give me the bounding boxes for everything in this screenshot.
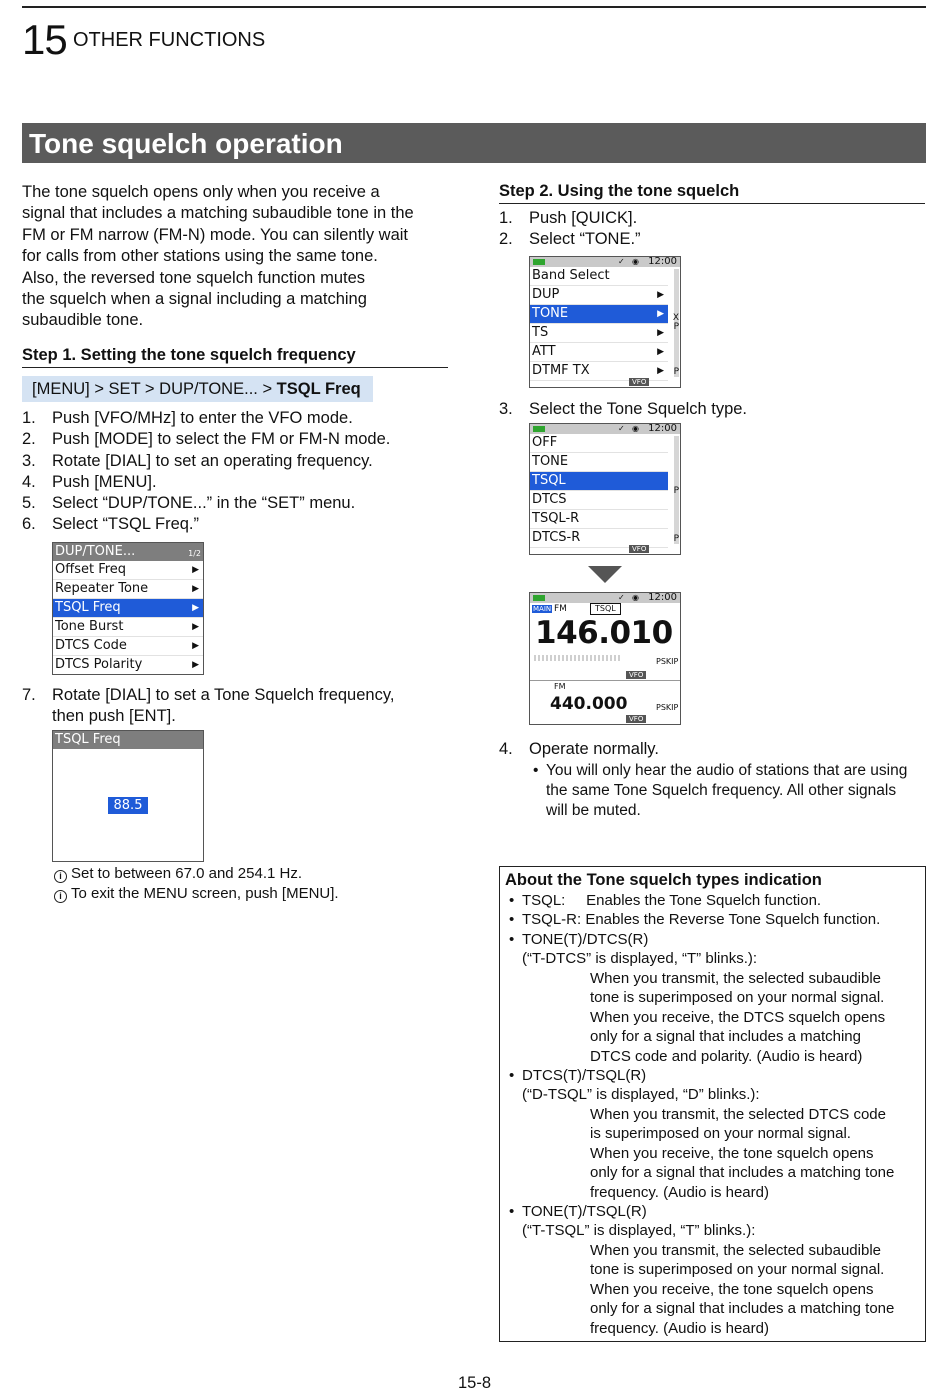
menu-item <box>530 267 668 286</box>
about-line <box>500 1202 925 1221</box>
chevron-right-icon: ▶ <box>192 660 199 670</box>
note-text: Set to between 67.0 and 254.1 Hz. <box>71 865 302 882</box>
item-text: Rotate [DIAL] to set an operating frequency. <box>52 451 373 470</box>
bullet-line: will be muted. <box>546 802 641 819</box>
item-text: Select “TSQL Freq.” <box>52 515 200 534</box>
item-number: 1. <box>499 209 513 227</box>
battery-icon <box>533 259 545 265</box>
menu-item-label: ATT <box>532 344 556 359</box>
about-line-text: When you transmit, the selected DTCS code <box>590 1105 886 1123</box>
step2-bullet <box>533 761 928 821</box>
about-line-text: When you transmit, the selected subaudible <box>590 1241 881 1259</box>
item-number: 6. <box>22 515 36 534</box>
frequency-screen <box>529 592 681 725</box>
about-line-text: TONE(T)/TSQL(R) <box>522 1203 647 1220</box>
item-number: 2. <box>22 430 36 449</box>
clock: 12:00 <box>648 256 677 267</box>
item-number: 3. <box>499 400 513 418</box>
about-line <box>500 949 925 968</box>
menu-item <box>53 580 203 599</box>
vfo-badge: VFO <box>629 378 649 386</box>
vfo-badge: VFO <box>626 715 646 723</box>
menu-item-label: TSQL-R <box>532 511 580 526</box>
quick-menu-list <box>530 267 668 381</box>
menu-path-target: TSQL Freq <box>276 380 361 398</box>
item-text: Push [VFO/MHz] to enter the VFO mode. <box>52 409 353 427</box>
vfo-badge: VFO <box>629 545 649 553</box>
about-line-text: only for a signal that includes a matching tone <box>590 1300 895 1318</box>
item-text: Operate normally. <box>529 740 659 758</box>
about-line-text: When you receive, the DTCS squelch opens <box>590 1008 886 1026</box>
menu-item <box>530 343 668 362</box>
intro-line: Also, the reversed tone squelch function mutes <box>22 268 366 287</box>
sub-mode-label: FM <box>554 682 566 691</box>
down-arrow-icon <box>588 566 622 583</box>
about-line-text: TONE(T)/DTCS(R) <box>522 930 649 948</box>
chevron-right-icon: ▶ <box>192 584 199 594</box>
step1-notes <box>54 864 454 904</box>
about-box <box>499 866 926 1342</box>
chevron-right-icon: ▶ <box>657 366 664 376</box>
item-text: Push [MODE] to select the FM or FM-N mode. <box>52 430 391 449</box>
main-frequency: 146.010 <box>535 615 673 651</box>
menu-item <box>530 286 668 305</box>
menu-item <box>53 637 203 656</box>
about-line-text: DTCS(T)/TSQL(R) <box>522 1066 647 1084</box>
bullet: • <box>509 1203 515 1220</box>
signal-icon: ✓ <box>618 593 625 602</box>
menu-item-label: Repeater Tone <box>55 581 149 596</box>
menu-item <box>530 491 668 510</box>
bullet: • <box>509 911 515 929</box>
list-item <box>499 208 919 229</box>
about-line <box>500 1241 925 1260</box>
step1-item7 <box>22 685 452 728</box>
bullet-text: You will only hear the audio of stations that are using <box>546 762 908 779</box>
about-lines <box>500 891 925 1338</box>
battery-icon <box>533 595 545 601</box>
about-line <box>500 1183 925 1202</box>
menu-item-label: TONE <box>532 454 569 469</box>
list-item <box>22 429 452 450</box>
note-line <box>54 884 454 904</box>
pskip-indicator: PSKIP <box>656 657 679 666</box>
menu-item <box>53 618 203 637</box>
chevron-right-icon: ▶ <box>192 622 199 632</box>
note-line <box>54 864 454 884</box>
menu-item-label: Band Select <box>532 268 610 283</box>
about-line <box>500 1105 925 1124</box>
menu-item-label: TONE <box>532 306 569 321</box>
about-line <box>500 988 925 1007</box>
menu-item-label: OFF <box>532 435 558 450</box>
about-line <box>500 1319 925 1338</box>
about-line-text: tone is superimposed on your normal signal. <box>590 1261 885 1279</box>
about-line <box>500 1221 925 1240</box>
list-item <box>22 514 452 535</box>
menu-item-label: TSQL Freq <box>55 600 121 615</box>
signal-icon: ✓ <box>618 424 625 433</box>
list-item <box>22 408 452 429</box>
about-line-text: (“D-TSQL” is displayed, “D” blinks.): <box>522 1086 760 1104</box>
info-icon: i <box>54 870 67 883</box>
list-item <box>22 472 452 493</box>
about-line <box>500 969 925 988</box>
item-number: 5. <box>22 494 36 513</box>
menu-item-label: Offset Freq <box>55 562 127 577</box>
menu-item <box>53 561 203 580</box>
item-number: 2. <box>499 230 513 249</box>
chevron-right-icon: ▶ <box>657 328 664 338</box>
bullet-line: the same Tone Squelch frequency. All other signals <box>546 782 897 799</box>
tone-type-list <box>530 434 668 548</box>
item-text: Select “TONE.” <box>529 230 641 249</box>
item-text: Rotate [DIAL] to set a Tone Squelch frequency, <box>52 686 395 704</box>
info-icon: i <box>54 890 67 903</box>
about-line-text: (“T-TSQL” is displayed, “T” blinks.): <box>522 1222 756 1240</box>
sub-frequency: 440.000 <box>550 694 628 714</box>
vfo-badge: VFO <box>626 671 646 679</box>
intro-line: for calls from other stations using the same tone. <box>22 247 378 266</box>
bullet: • <box>509 1066 515 1084</box>
page-number: 15-8 <box>458 1374 492 1392</box>
about-line-text: TSQL-R: Enables the Reverse Tone Squelch function. <box>522 911 881 929</box>
menu-item-label: DTCS Polarity <box>55 657 143 672</box>
bullet: • <box>509 930 515 948</box>
about-line-text: When you receive, the tone squelch opens <box>590 1280 874 1298</box>
clock: 12:00 <box>648 423 677 434</box>
note-text: To exit the MENU screen, push [MENU]. <box>71 885 339 902</box>
side-indicator: P <box>673 322 679 332</box>
screen-title: TSQL Freq <box>53 731 203 749</box>
list-item <box>22 493 452 514</box>
pskip-indicator: PSKIP <box>656 703 679 712</box>
step2-item3 <box>499 399 919 420</box>
bullet: • <box>533 762 539 779</box>
about-line <box>500 1047 925 1066</box>
quick-menu-screen <box>529 256 681 388</box>
item-text: then push [ENT]. <box>52 707 176 726</box>
step2-heading: Step 2. Using the tone squelch <box>499 182 925 204</box>
about-title: About the Tone squelch types indication <box>505 871 822 889</box>
menu-item-label: DTCS <box>532 492 567 507</box>
tsql-indicator: TSQL <box>590 603 621 615</box>
menu-item <box>530 510 668 529</box>
screen-title-text: DUP/TONE... <box>55 544 136 559</box>
menu-item-selected <box>530 305 668 324</box>
menu-item <box>530 324 668 343</box>
item-text: Select the Tone Squelch type. <box>529 400 748 418</box>
header-rule <box>22 6 926 8</box>
tsql-freq-value: 88.5 <box>108 797 148 814</box>
side-indicator: X <box>672 313 679 323</box>
about-line <box>500 1280 925 1299</box>
step1-list <box>22 408 452 536</box>
chapter-title: OTHER FUNCTIONS <box>73 29 266 51</box>
menu-item <box>530 434 668 453</box>
gps-icon: ◉ <box>632 424 639 433</box>
about-line-text: TSQL: Enables the Tone Squelch function. <box>522 892 822 909</box>
about-line-text: frequency. (Audio is heard) <box>590 1319 769 1337</box>
about-line <box>500 891 925 910</box>
menu-item-label: DTMF TX <box>532 363 590 378</box>
list-item <box>22 451 452 472</box>
item-number: 1. <box>22 409 36 427</box>
item-number: 3. <box>22 451 36 470</box>
band-divider <box>530 680 680 681</box>
signal-icon: ✓ <box>618 257 625 266</box>
menu-item-selected <box>53 599 203 618</box>
about-line <box>500 1066 925 1085</box>
item-text: Push [QUICK]. <box>529 209 638 227</box>
chapter-number: 15 <box>22 16 67 63</box>
chevron-right-icon: ▶ <box>657 309 664 319</box>
tsqlfreq-screen <box>52 730 204 862</box>
menu-item-label: DTCS-R <box>532 530 581 545</box>
about-line <box>500 910 925 929</box>
about-line-text: (“T-DTCS” is displayed, “T” blinks.): <box>522 950 758 968</box>
page-indicator: 1/2 <box>188 549 201 558</box>
intro-line: The tone squelch opens only when you receive a <box>22 183 380 201</box>
screen-title <box>53 543 203 561</box>
about-line-text: only for a signal that includes a matching tone <box>590 1164 895 1182</box>
about-line-text: frequency. (Audio is heard) <box>590 1183 769 1201</box>
about-line <box>500 930 925 949</box>
about-line <box>500 1124 925 1143</box>
chevron-right-icon: ▶ <box>192 641 199 651</box>
intro-line: subaudible tone. <box>22 311 144 330</box>
section-title-bar <box>22 123 926 163</box>
item-text: Select “DUP/TONE...” in the “SET” menu. <box>52 494 356 513</box>
intro-line: signal that includes a matching subaudible tone in the <box>22 204 414 223</box>
section-title: Tone squelch operation <box>29 128 343 159</box>
intro-line: FM or FM narrow (FM-N) mode. You can silently wait <box>22 225 409 244</box>
gps-icon: ◉ <box>632 593 639 602</box>
gps-icon: ◉ <box>632 257 639 266</box>
bullet: • <box>509 892 515 909</box>
list-item <box>499 229 919 250</box>
intro-paragraph <box>22 182 452 332</box>
step2-item4 <box>499 739 919 760</box>
menu-item-label: Tone Burst <box>55 619 124 634</box>
item-text: Push [MENU]. <box>52 472 157 491</box>
menu-item-label: DTCS Code <box>55 638 127 653</box>
chevron-right-icon: ▶ <box>192 603 199 613</box>
about-line <box>500 1144 925 1163</box>
menu-path <box>22 376 373 402</box>
menu-item-selected <box>530 472 668 491</box>
side-indicator: P <box>673 367 679 377</box>
about-line-text: tone is superimposed on your normal signal. <box>590 989 885 1007</box>
chevron-right-icon: ▶ <box>657 347 664 357</box>
about-line-text: only for a signal that includes a matching <box>590 1028 861 1046</box>
s-meter-bar <box>534 655 620 661</box>
menu-item-label: DUP <box>532 287 560 302</box>
clock: 12:00 <box>648 592 677 603</box>
intro-line: the squelch when a signal including a matching <box>22 290 367 309</box>
menu-path-prefix: [MENU] > SET > DUP/TONE... > <box>32 380 277 398</box>
about-line <box>500 1299 925 1318</box>
about-line <box>500 1027 925 1046</box>
about-line <box>500 1260 925 1279</box>
status-bar <box>530 424 680 434</box>
about-line <box>500 1085 925 1104</box>
battery-icon <box>533 426 545 432</box>
step1-heading: Step 1. Setting the tone squelch frequency <box>22 346 448 368</box>
bullet-line <box>533 761 928 781</box>
menu-item <box>530 453 668 472</box>
about-line-text: When you receive, the tone squelch opens <box>590 1144 874 1162</box>
item-number: 4. <box>22 472 36 491</box>
about-line <box>500 1008 925 1027</box>
side-indicator: P <box>673 486 679 496</box>
about-line-text: When you transmit, the selected subaudible <box>590 969 881 987</box>
about-line-text: DTCS code and polarity. (Audio is heard) <box>590 1047 863 1065</box>
menu-item-label: TS <box>532 325 549 340</box>
status-bar <box>530 257 680 267</box>
menu-item-label: TSQL <box>532 473 566 488</box>
about-line <box>500 1163 925 1182</box>
side-indicator: P <box>673 534 679 544</box>
item-number: 4. <box>499 740 513 758</box>
menu-item <box>53 656 203 675</box>
item-number: 7. <box>22 686 36 704</box>
main-band-badge: MAIN <box>533 605 552 613</box>
duptone-screen <box>52 542 204 675</box>
status-bar <box>530 593 680 603</box>
mode-label: FM <box>554 604 567 614</box>
chevron-right-icon: ▶ <box>192 565 199 575</box>
chevron-right-icon: ▶ <box>657 290 664 300</box>
tone-type-screen <box>529 423 681 555</box>
step2-list <box>499 208 919 251</box>
about-line-text: is superimposed on your normal signal. <box>590 1125 851 1143</box>
